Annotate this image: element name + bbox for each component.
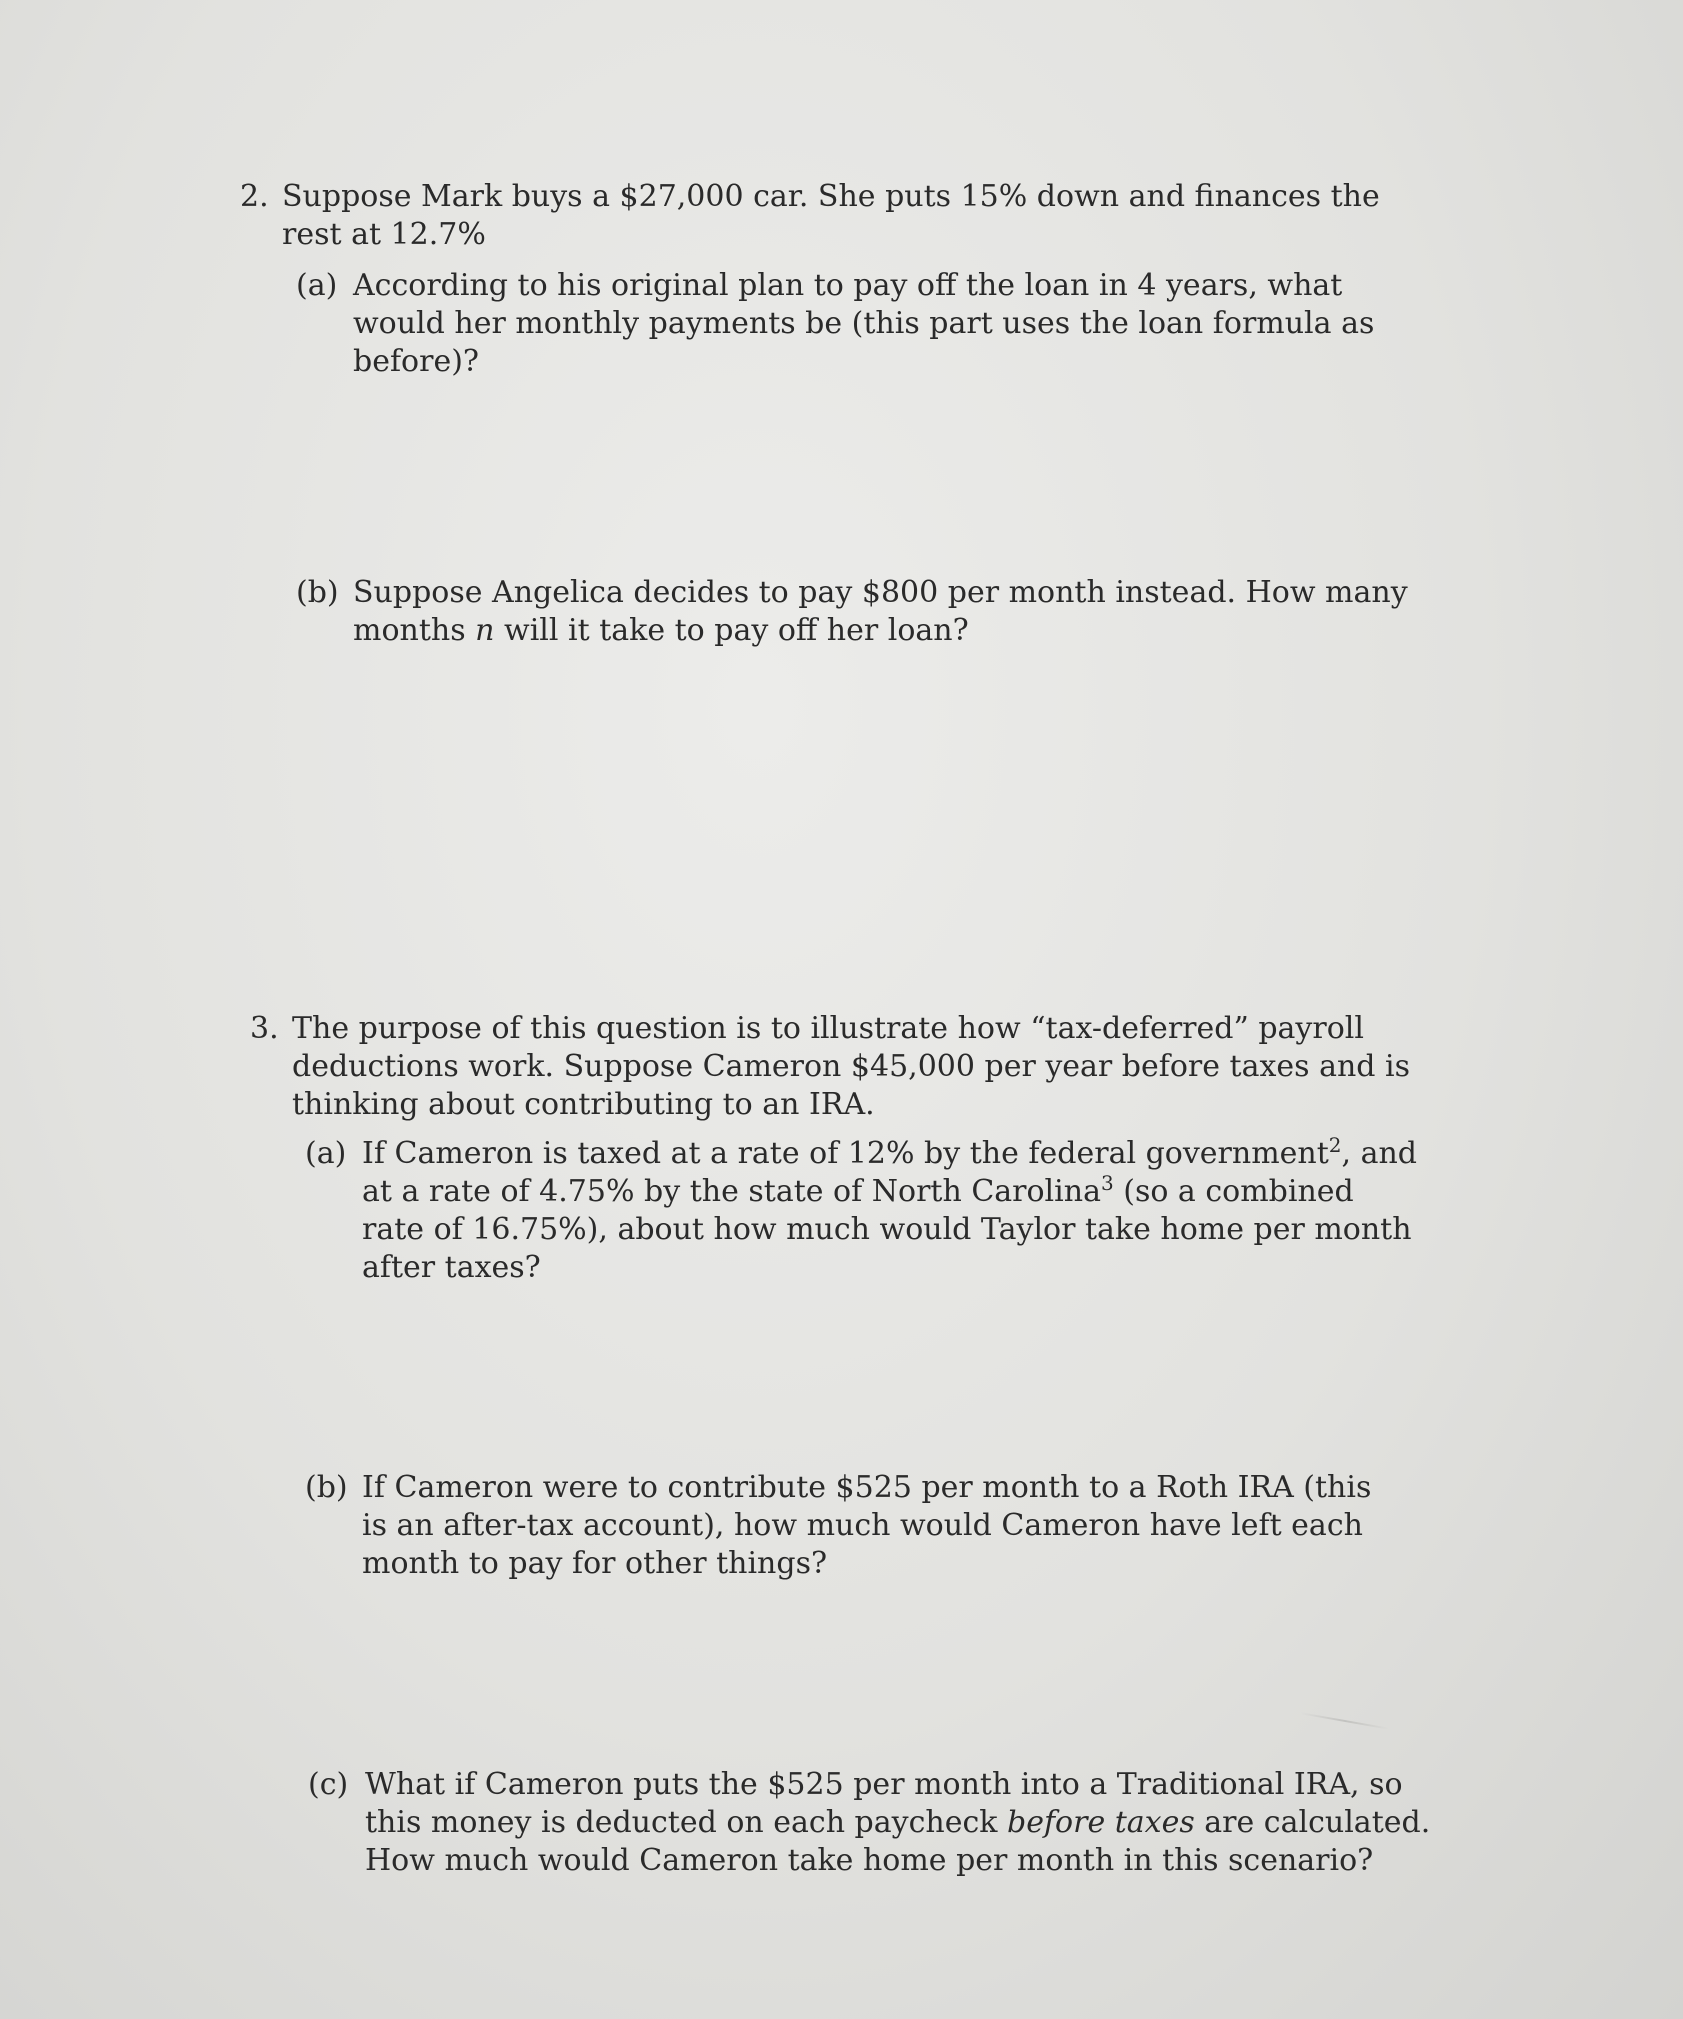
problem-3-part-b xyxy=(305,1469,1372,1583)
part-text xyxy=(353,267,1375,381)
part-text xyxy=(362,1133,1418,1287)
part-label: (b) xyxy=(305,1470,348,1505)
part-line xyxy=(365,1804,1431,1842)
variable-n: n xyxy=(475,613,495,648)
part-text xyxy=(353,574,1408,650)
part-line-rest: will it take to pay off her loan? xyxy=(504,613,969,648)
part-line-text: (so a combined xyxy=(1113,1174,1354,1209)
part-label: (b) xyxy=(296,575,339,610)
part-text xyxy=(362,1469,1372,1583)
statement-line: The purpose of this question is to illustrate how “tax-deferred” payroll xyxy=(292,1011,1364,1046)
part-line: would her monthly payments be (this part uses the loan formula as xyxy=(353,306,1375,341)
part-label: (a) xyxy=(305,1136,347,1171)
part-line: How much would Cameron take home per month in this scenario? xyxy=(365,1843,1374,1878)
part-line: before)? xyxy=(353,344,480,379)
footnote-3: 3 xyxy=(1100,1171,1114,1195)
problem-2-part-a xyxy=(296,267,1375,381)
problem-2-part-b xyxy=(296,574,1408,650)
part-text xyxy=(365,1766,1431,1880)
problem-number: 3. xyxy=(250,1011,279,1046)
statement-line: rest at 12.7% xyxy=(282,217,486,252)
problem-2 xyxy=(240,178,1380,254)
problem-3-part-a xyxy=(305,1133,1418,1287)
part-line: What if Cameron puts the $525 per month into a Traditional IRA, so xyxy=(365,1767,1403,1802)
emphasis-before-taxes: before taxes xyxy=(1006,1805,1195,1840)
statement-line: Suppose Mark buys a $27,000 car. She puts 15% down and finances the xyxy=(282,179,1380,214)
part-line-text: are calculated. xyxy=(1194,1805,1431,1840)
part-line-text: , and xyxy=(1341,1136,1418,1171)
part-line-text: this money is deducted on each paycheck xyxy=(365,1805,1007,1840)
statement-line: thinking about contributing to an IRA. xyxy=(292,1087,875,1122)
part-line: Suppose Angelica decides to pay $800 per month instead. How many xyxy=(353,575,1408,610)
problem-statement xyxy=(292,1010,1411,1124)
part-line: If Cameron were to contribute $525 per month to a Roth IRA (this xyxy=(362,1470,1372,1505)
problem-3 xyxy=(250,1010,1411,1124)
part-line-text: at a rate of 4.75% by the state of North Carolina xyxy=(362,1174,1101,1209)
problem-statement xyxy=(282,178,1380,254)
part-line xyxy=(362,1171,1354,1211)
footnote-2: 2 xyxy=(1328,1133,1342,1157)
part-line: after taxes? xyxy=(362,1250,541,1285)
part-label: (a) xyxy=(296,268,338,303)
months-word: months xyxy=(353,613,466,648)
paper-crease xyxy=(1301,1712,1390,1730)
statement-line: deductions work. Suppose Cameron $45,000 per year before taxes and is xyxy=(292,1049,1411,1084)
part-line: rate of 16.75%), about how much would Taylor take home per month xyxy=(362,1212,1412,1247)
problem-3-part-c xyxy=(308,1766,1431,1880)
part-line: According to his original plan to pay off the loan in 4 years, what xyxy=(353,268,1343,303)
part-line: month to pay for other things? xyxy=(362,1546,828,1581)
problem-number: 2. xyxy=(240,179,269,214)
part-line xyxy=(353,612,1296,650)
part-label: (c) xyxy=(308,1767,349,1802)
part-line: is an after-tax account), how much would Cameron have left each xyxy=(362,1508,1363,1543)
part-line xyxy=(362,1133,1418,1173)
part-line-text: If Cameron is taxed at a rate of 12% by the federal government xyxy=(362,1136,1329,1171)
